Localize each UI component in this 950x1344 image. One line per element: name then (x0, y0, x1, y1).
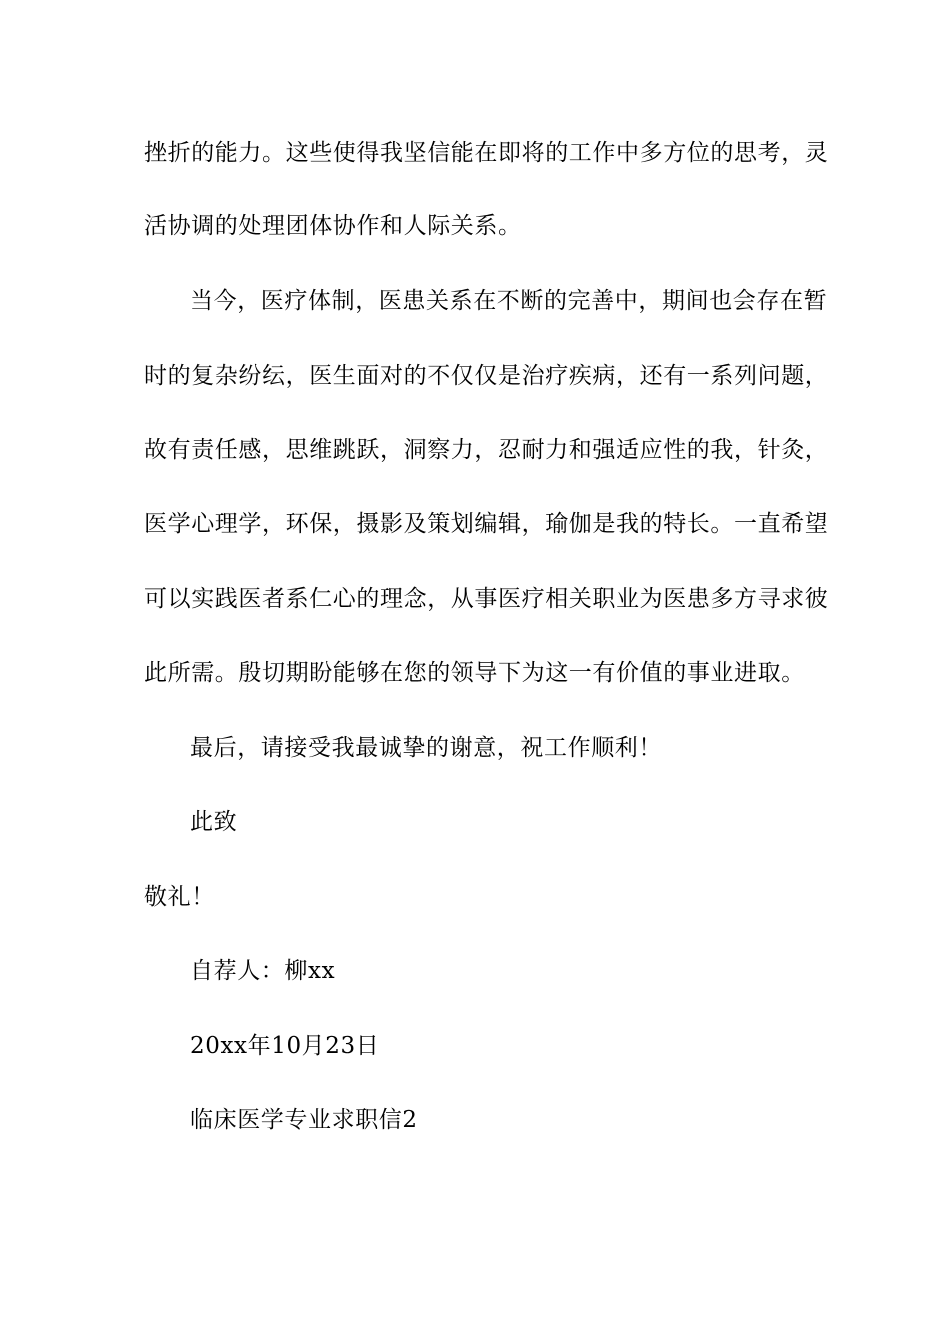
paragraph-line: 此所需。殷切期盼能够在您的领导下为这一有价值的事业进取。 (144, 660, 805, 686)
paragraph-line: 可以实践医者系仁心的理念，从事医疗相关职业为医患多方寻求彼 (144, 586, 829, 612)
paragraph-line: 医学心理学，环保，摄影及策划编辑，瑜伽是我的特长。一直希望 (144, 511, 829, 537)
paragraph-line: 当今，医疗体制，医患关系在不断的完善中，期间也会存在暂 (190, 288, 828, 314)
salutation-line: 此致 (190, 809, 238, 835)
closing-line: 最后，请接受我最诚挚的谢意，祝工作顺利！ (190, 735, 662, 761)
paragraph-line: 故有责任感，思维跳跃，洞察力，忍耐力和强适应性的我，针灸， (144, 437, 829, 463)
date-line: 20xx年10月23日 (190, 1033, 380, 1059)
paragraph-line: 挫折的能力。这些使得我坚信能在即将的工作中多方位的思考，灵 (144, 140, 829, 166)
signature-line: 自荐人：柳xx (190, 958, 336, 984)
paragraph-line: 时的复杂纷纭，医生面对的不仅仅是治疗疾病，还有一系列问题， (144, 363, 829, 389)
paragraph-line: 活协调的处理团体协作和人际关系。 (144, 213, 522, 239)
salutation-line: 敬礼！ (144, 884, 215, 910)
section-title: 临床医学专业求职信2 (190, 1107, 418, 1133)
